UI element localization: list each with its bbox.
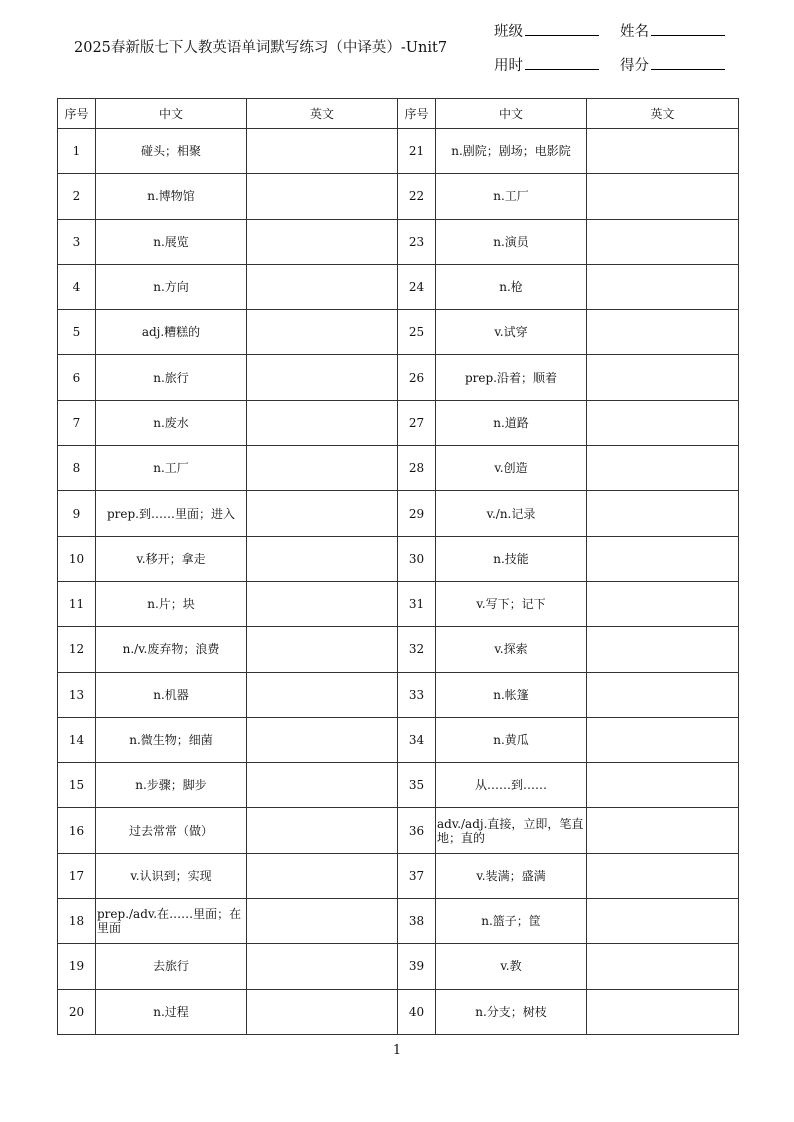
- row-english-right[interactable]: [587, 944, 739, 989]
- header-english-left: 英文: [247, 99, 398, 129]
- row-chinese-left: 过去常常（做）: [96, 808, 247, 853]
- row-english-left[interactable]: [247, 400, 398, 445]
- row-index-right: 26: [398, 355, 436, 400]
- row-index-left: 4: [58, 264, 96, 309]
- row-chinese-right: n.剧院；剧场；电影院: [436, 129, 587, 174]
- row-chinese-right: n.篮子；筐: [436, 899, 587, 944]
- row-chinese-right: n.技能: [436, 536, 587, 581]
- row-english-left[interactable]: [247, 355, 398, 400]
- row-index-left: 11: [58, 581, 96, 626]
- row-english-left[interactable]: [247, 581, 398, 626]
- row-index-left: 13: [58, 672, 96, 717]
- header-chinese-right: 中文: [436, 99, 587, 129]
- row-chinese-right: 从……到……: [436, 763, 587, 808]
- row-english-left[interactable]: [247, 264, 398, 309]
- page-number: 1: [392, 1043, 402, 1058]
- row-english-left[interactable]: [247, 536, 398, 581]
- vocab-table: [57, 98, 739, 1035]
- row-index-right: 29: [398, 491, 436, 536]
- row-index-right: 32: [398, 627, 436, 672]
- table-row: [58, 174, 739, 219]
- row-index-right: 31: [398, 581, 436, 626]
- table-row: [58, 989, 739, 1034]
- row-english-left[interactable]: [247, 717, 398, 762]
- table-row: [58, 310, 739, 355]
- row-index-left: 8: [58, 446, 96, 491]
- row-chinese-right: v.试穿: [436, 310, 587, 355]
- table-row: [58, 581, 739, 626]
- row-chinese-right: prep.沿着；顺着: [436, 355, 587, 400]
- row-chinese-right: n.黄瓜: [436, 717, 587, 762]
- score-blank[interactable]: [651, 55, 725, 70]
- header-chinese-left: 中文: [96, 99, 247, 129]
- row-index-right: 34: [398, 717, 436, 762]
- row-english-left[interactable]: [247, 763, 398, 808]
- row-index-left: 3: [58, 219, 96, 264]
- row-index-right: 24: [398, 264, 436, 309]
- row-english-right[interactable]: [587, 899, 739, 944]
- row-index-left: 7: [58, 400, 96, 445]
- header-index-left: 序号: [58, 99, 96, 129]
- header-english-right: 英文: [587, 99, 739, 129]
- class-label: 班级: [494, 24, 523, 40]
- table-row: [58, 672, 739, 717]
- row-index-right: 30: [398, 536, 436, 581]
- row-english-left[interactable]: [247, 672, 398, 717]
- row-index-right: 39: [398, 944, 436, 989]
- row-english-right[interactable]: [587, 808, 739, 853]
- row-english-left[interactable]: [247, 989, 398, 1034]
- row-english-right[interactable]: [587, 355, 739, 400]
- row-english-right[interactable]: [587, 491, 739, 536]
- row-english-left[interactable]: [247, 853, 398, 898]
- row-english-left[interactable]: [247, 491, 398, 536]
- row-english-right[interactable]: [587, 264, 739, 309]
- time-label: 用时: [494, 58, 523, 74]
- row-english-left[interactable]: [247, 808, 398, 853]
- table-row: [58, 491, 739, 536]
- row-chinese-right: n.帐篷: [436, 672, 587, 717]
- row-chinese-left: n.过程: [96, 989, 247, 1034]
- row-chinese-left: n.方向: [96, 264, 247, 309]
- row-english-right[interactable]: [587, 129, 739, 174]
- row-chinese-left: n.博物馆: [96, 174, 247, 219]
- row-chinese-right: v.教: [436, 944, 587, 989]
- row-chinese-right: n.道路: [436, 400, 587, 445]
- row-index-right: 38: [398, 899, 436, 944]
- row-english-right[interactable]: [587, 672, 739, 717]
- name-label: 姓名: [620, 24, 649, 40]
- row-chinese-right: v.创造: [436, 446, 587, 491]
- row-chinese-right: v.写下；记下: [436, 581, 587, 626]
- table-row: [58, 446, 739, 491]
- row-index-left: 14: [58, 717, 96, 762]
- row-chinese-left: n.步骤；脚步: [96, 763, 247, 808]
- table-row: [58, 944, 739, 989]
- class-blank[interactable]: [525, 21, 599, 36]
- score-label: 得分: [620, 58, 649, 74]
- row-english-right[interactable]: [587, 174, 739, 219]
- table-row: [58, 853, 739, 898]
- row-index-right: 36: [398, 808, 436, 853]
- table-row: [58, 400, 739, 445]
- row-chinese-left: n.工厂: [96, 446, 247, 491]
- row-chinese-left: n.废水: [96, 400, 247, 445]
- row-index-left: 2: [58, 174, 96, 219]
- row-chinese-right: v.装满；盛满: [436, 853, 587, 898]
- row-chinese-right: v.探索: [436, 627, 587, 672]
- row-english-left[interactable]: [247, 219, 398, 264]
- row-english-right[interactable]: [587, 219, 739, 264]
- row-chinese-left: adj.糟糕的: [96, 310, 247, 355]
- row-index-left: 18: [58, 899, 96, 944]
- class-field: [494, 20, 599, 41]
- row-chinese-right: n.分支；树枝: [436, 989, 587, 1034]
- row-english-right[interactable]: [587, 627, 739, 672]
- row-index-left: 6: [58, 355, 96, 400]
- table-row: [58, 899, 739, 944]
- name-field: [620, 20, 725, 41]
- time-blank[interactable]: [525, 55, 599, 70]
- row-chinese-right: adv./adj.直接，立即，笔直地；直的: [436, 808, 587, 853]
- row-english-left[interactable]: [247, 627, 398, 672]
- row-english-left[interactable]: [247, 174, 398, 219]
- row-english-right[interactable]: [587, 853, 739, 898]
- name-blank[interactable]: [651, 21, 725, 36]
- row-english-left[interactable]: [247, 310, 398, 355]
- table-row: [58, 627, 739, 672]
- row-chinese-right: n.演员: [436, 219, 587, 264]
- row-chinese-right: v./n.记录: [436, 491, 587, 536]
- row-index-right: 28: [398, 446, 436, 491]
- row-english-right[interactable]: [587, 310, 739, 355]
- row-chinese-left: n.机器: [96, 672, 247, 717]
- row-chinese-left: n.片；块: [96, 581, 247, 626]
- row-english-left[interactable]: [247, 944, 398, 989]
- row-chinese-right: n.工厂: [436, 174, 587, 219]
- score-field: [620, 54, 725, 75]
- row-index-right: 27: [398, 400, 436, 445]
- time-field: [494, 54, 599, 75]
- row-english-right[interactable]: [587, 536, 739, 581]
- row-index-right: 33: [398, 672, 436, 717]
- row-index-right: 22: [398, 174, 436, 219]
- row-english-left[interactable]: [247, 446, 398, 491]
- page-title: 2025春新版七下人教英语单词默写练习（中译英）-Unit7: [74, 40, 448, 56]
- row-index-left: 5: [58, 310, 96, 355]
- table-row: [58, 717, 739, 762]
- row-index-left: 17: [58, 853, 96, 898]
- table-row: [58, 808, 739, 853]
- row-index-right: 25: [398, 310, 436, 355]
- row-index-left: 19: [58, 944, 96, 989]
- row-index-right: 35: [398, 763, 436, 808]
- row-index-right: 37: [398, 853, 436, 898]
- row-index-left: 12: [58, 627, 96, 672]
- row-chinese-left: v.移开；拿走: [96, 536, 247, 581]
- row-index-left: 10: [58, 536, 96, 581]
- row-chinese-right: n.枪: [436, 264, 587, 309]
- row-chinese-left: n.旅行: [96, 355, 247, 400]
- row-index-right: 40: [398, 989, 436, 1034]
- table-row: [58, 264, 739, 309]
- table-row: [58, 129, 739, 174]
- row-index-left: 9: [58, 491, 96, 536]
- table-row: [58, 536, 739, 581]
- table-row: [58, 355, 739, 400]
- row-english-left[interactable]: [247, 129, 398, 174]
- row-chinese-left: n.微生物；细菌: [96, 717, 247, 762]
- row-chinese-left: prep./adv.在……里面；在里面: [96, 899, 247, 944]
- row-chinese-left: prep.到……里面；进入: [96, 491, 247, 536]
- table-header-row: [58, 99, 739, 129]
- row-english-right[interactable]: [587, 763, 739, 808]
- row-index-left: 15: [58, 763, 96, 808]
- row-chinese-left: 去旅行: [96, 944, 247, 989]
- row-chinese-left: n./v.废弃物；浪费: [96, 627, 247, 672]
- row-english-right[interactable]: [587, 989, 739, 1034]
- row-english-right[interactable]: [587, 581, 739, 626]
- row-chinese-left: 碰头；相聚: [96, 129, 247, 174]
- row-english-right[interactable]: [587, 400, 739, 445]
- row-index-right: 23: [398, 219, 436, 264]
- row-chinese-left: v.认识到；实现: [96, 853, 247, 898]
- table-row: [58, 219, 739, 264]
- row-chinese-left: n.展览: [96, 219, 247, 264]
- row-index-right: 21: [398, 129, 436, 174]
- table-row: [58, 763, 739, 808]
- row-english-left[interactable]: [247, 899, 398, 944]
- row-index-left: 1: [58, 129, 96, 174]
- header-index-right: 序号: [398, 99, 436, 129]
- row-index-left: 20: [58, 989, 96, 1034]
- row-english-right[interactable]: [587, 446, 739, 491]
- row-english-right[interactable]: [587, 717, 739, 762]
- row-index-left: 16: [58, 808, 96, 853]
